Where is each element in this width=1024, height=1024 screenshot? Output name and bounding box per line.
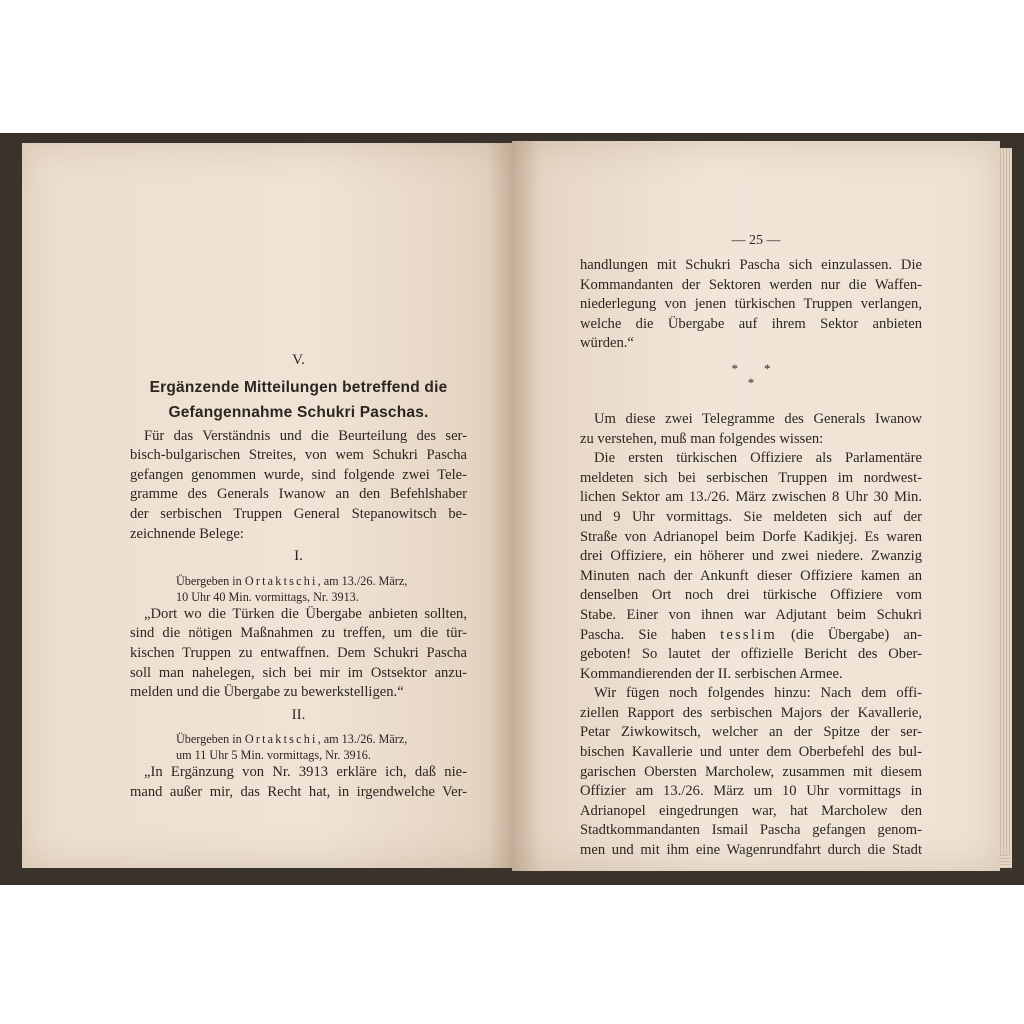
- page-number: — 25 —: [731, 233, 781, 248]
- paragraph-2-line: Stabe. Einer von ihnen war Adjutant beim Schukri: [580, 606, 922, 623]
- telegram-1-header-line-2: 10 Uhr 40 Min. vormittags, Nr. 3913.: [176, 589, 359, 604]
- section-break-star: *: [747, 374, 755, 390]
- paragraph-3-line: Petar Ziwkowitsch, welcher an der Spitze der ser-: [580, 724, 922, 741]
- telegram-2-header-line-2: um 11 Uhr 5 Min. vormittags, Nr. 3916.: [176, 748, 371, 763]
- left-page: [22, 143, 512, 868]
- telegram-2-number: II.: [291, 706, 306, 723]
- telegram-2-header: Übergeben in Ortaktschi, am 13./26. März,: [176, 732, 408, 747]
- continuation-line: niederlegung von jenen türkischen Truppen verlangen,: [580, 296, 922, 313]
- intro-line: gramme des Generals Iwanow an den Befehlshaber: [130, 486, 467, 503]
- paragraph-2-line: meldeten sich bei serbischen Truppen im nordwest-: [580, 469, 922, 486]
- paragraph-3-line: Stadtkommandanten Ismail Pascha gefangen genom-: [580, 822, 922, 839]
- continuation-line: welche die Übergabe auf ihrem Sektor anbieten: [580, 315, 922, 332]
- telegram-2-line: „In Ergänzung von Nr. 3913 erkläre ich, daß nie-: [144, 764, 467, 781]
- paragraph-2-line: geboten! So lautet der offizielle Bericht des Ober-: [580, 646, 922, 663]
- paragraph-3-line: Offizier am 13./26. März um 10 Uhr vormittags in: [580, 783, 922, 800]
- paragraph-2-line: Minuten nach der Ankunft dieser Offiziere kamen an: [580, 567, 922, 584]
- telegram-2-line: mand außer mir, das Recht hat, in irgendwelche Ver-: [130, 783, 467, 800]
- intro-line: zeichnende Belege:: [130, 525, 244, 542]
- paragraph-3-line: ziellen Rapport des serbischen Majors der Kavallerie,: [580, 704, 922, 721]
- continuation-line: handlungen mit Schukri Pascha sich einzulassen. Die: [580, 257, 922, 273]
- telegram-1-header: Übergeben in Ortaktschi, am 13./26. März,: [176, 573, 408, 588]
- paragraph-2-line: und 9 Uhr vormittags. Sie meldeten sich auf der: [580, 508, 922, 525]
- paragraph-2-line: lichen Sektor am 13./26. März zwischen 8 Uhr 30 Min.: [580, 489, 922, 506]
- paragraph-2-line: Kommandierenden der II. serbischen Armee.: [580, 665, 843, 682]
- right-page: [512, 141, 1000, 871]
- paragraph-2-line: denselben Ort noch drei türkische Offiziere vom: [580, 587, 922, 604]
- left-page-text: [130, 348, 467, 803]
- telegram-1-line: melden und die Übergabe zu bewerkstelligen.“: [130, 684, 404, 701]
- telegram-1-line: soll man nahelegen, sich bei mir im Ostsektor anzu-: [130, 664, 467, 681]
- paragraph-2-line: drei Offiziere, ein höherer und zwei niedere. Zwanzig: [580, 548, 922, 565]
- telegram-1-line: sind die nötigen Maßnahmen zu treffen, um die tür-: [130, 625, 467, 642]
- section-heading-line-1: Ergänzende Mitteilungen betreffend die: [149, 378, 448, 396]
- paragraph-3-line: garischen Obersten Marcholew, zusammen mit diesem: [580, 763, 922, 780]
- telegram-1-number: I.: [294, 548, 303, 565]
- paragraph-2-line: Die ersten türkischen Offiziere als Parlamentäre: [594, 450, 922, 467]
- paragraph-3-line: Adrianopel eingedrungen war, hat Marcholew den: [580, 802, 922, 819]
- intro-line: bisch-bulgarischen Streites, von wem Schukri Pascha: [130, 447, 467, 464]
- section-number: V.: [292, 352, 305, 368]
- intro-line: Für das Verständnis und die Beurteilung des ser-: [144, 427, 467, 444]
- paragraph-1-line: Um diese zwei Telegramme des Generals Iwanow: [594, 410, 922, 427]
- telegram-1-line: kischen Truppen zu entwaffnen. Dem Schukri Pascha: [130, 644, 467, 661]
- section-heading-line-2: Gefangennahme Schukri Paschas.: [168, 403, 429, 421]
- intro-line: gefangen genommen wurde, sind folgende zwei Tele-: [130, 466, 467, 483]
- paragraph-2-line: Pascha. Sie haben tesslim (die Übergabe) an-: [580, 626, 922, 643]
- section-break-stars: * *: [731, 360, 771, 376]
- telegram-1-line: „Dort wo die Türken die Übergabe anbieten sollten,: [144, 605, 467, 622]
- right-page-text: [580, 256, 922, 861]
- continuation-line: würden.“: [580, 335, 634, 352]
- continuation-line: Kommandanten der Sektoren werden nur die Waffen-: [580, 276, 922, 293]
- page-edges: [998, 148, 1012, 868]
- paragraph-2-line: Straße von Adrianopel beim Dorfe Kadikjej. Es waren: [580, 528, 922, 545]
- paragraph-3-line: bischen Kavallerie und unter dem Oberbefehl des bul-: [580, 744, 922, 761]
- paragraph-1-line: zu verstehen, muß man folgendes wissen:: [580, 430, 824, 447]
- intro-line: der serbischen Truppen General Stepanowitsch be-: [130, 505, 467, 522]
- paragraph-3-line: men und mit ihm eine Wagenrundfahrt durch die Stadt: [580, 842, 922, 859]
- paragraph-3-line: Wir fügen noch folgendes hinzu: Nach dem offi-: [594, 685, 922, 702]
